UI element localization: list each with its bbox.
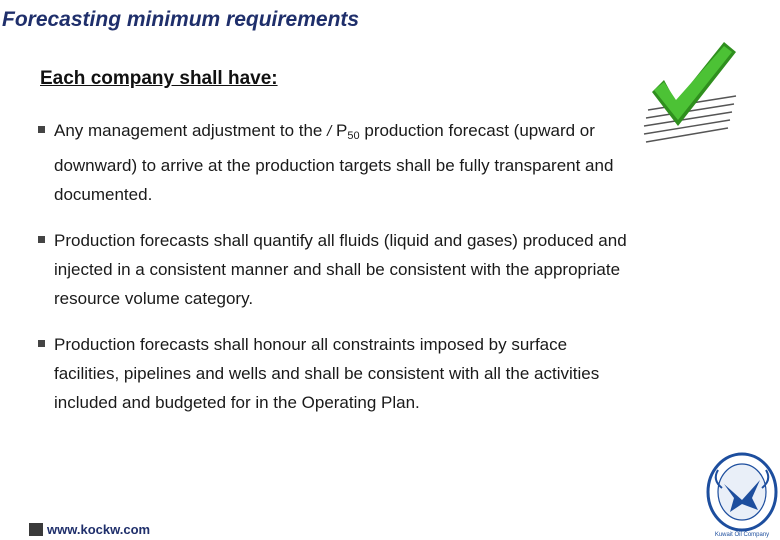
bullet-item — [36, 226, 636, 313]
bullet-marker-icon — [38, 126, 45, 133]
slide-subtitle: Each company shall have: — [40, 68, 278, 89]
bullet-text: Production forecasts shall honour all constraints imposed by surface facilities, pipelines and wells and shall be consistent with all the activities included and budgeted for in the Operating Plan. — [54, 335, 600, 412]
bullet-text-pre: Any management adjustment to the — [54, 121, 323, 140]
kuwait-oil-company-logo — [702, 440, 780, 540]
bullet-marker-icon — [38, 340, 45, 347]
footer — [29, 521, 150, 537]
green-checkmark-icon — [640, 40, 740, 155]
logo-text: Kuwait Oil Company — [714, 532, 770, 538]
italic-slash: / — [327, 123, 332, 140]
footer-square-icon — [29, 523, 43, 536]
bullet-text: Production forecasts shall quantify all fluids (liquid and gases) produced and injected in a consistent manner and shall be consistent with the appropriate resource volume category. — [54, 231, 627, 308]
footer-url-link[interactable]: www.kockw.com — [47, 521, 151, 537]
bullet-text-post: production forecast (upward or downward) to arrive at the production targets shall be fully transparent and documented. — [54, 121, 614, 204]
bullet-item — [36, 330, 636, 417]
bullet-item — [36, 116, 636, 209]
bullet-list — [36, 116, 636, 434]
p-subscript: 50 — [347, 130, 360, 142]
slide-title: Forecasting minimum requirements — [2, 8, 360, 31]
bullet-marker-icon — [38, 236, 45, 243]
p-letter: P — [336, 121, 348, 140]
